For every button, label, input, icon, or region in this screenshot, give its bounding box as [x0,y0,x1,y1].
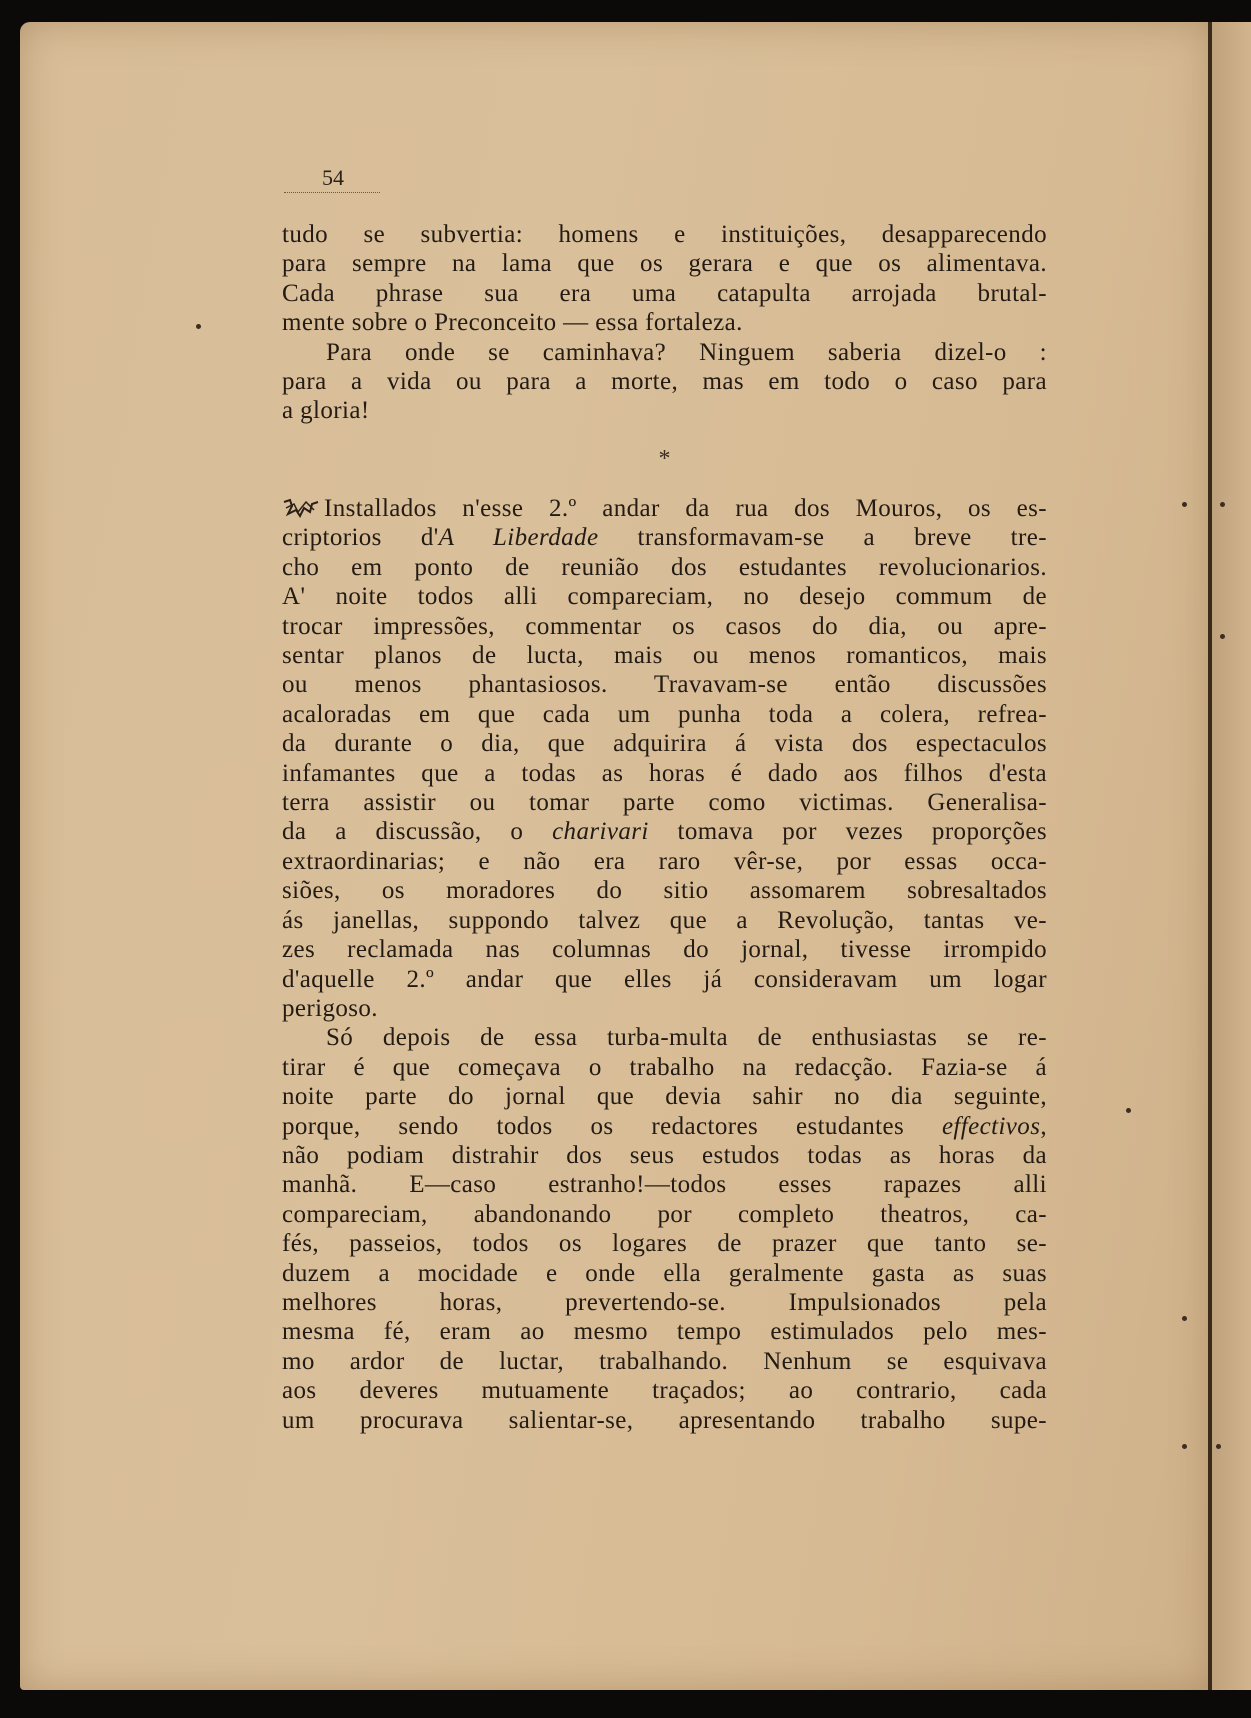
text-span: tomava por vezes proporções [648,818,1048,846]
text-line: da durante o dia, que adquirira á vista dos espectaculos [282,730,1047,758]
text-block-main [282,494,1047,1435]
text-line: infamantes que a todas as horas é dado aos filhos d'esta [282,759,1047,787]
text-line: d'aquelle 2.º andar que elles já consideravam um logar [282,965,1047,993]
margin-speck [196,324,201,329]
adjacent-page-edge [1212,22,1251,1690]
text-line: duzem a mocidade e onde ella geralmente gasta as suas [282,1259,1047,1287]
text-line: mente sobre o Preconceito — essa fortaleza. [282,309,743,337]
page-number: 54 [284,164,380,193]
text-line: tudo se subvertia: homens e instituições, desapparecendo [282,221,1047,248]
text-line: ou menos phantasiosos. Travavam-se então discussões [282,671,1047,699]
text-line: Cada phrase sua era uma catapulta arrojada brutal- [282,279,1047,307]
text-line: manhã. E—caso estranho!—todos esses rapazes alli [282,1171,1047,1199]
text-line: para sempre na lama que os gerara e que os alimentava. [282,250,1047,278]
text-line: perigoso. [282,994,378,1022]
text-line [282,1112,1047,1141]
margin-speck [1126,1108,1131,1113]
text-span: da a discussão, o [282,818,553,846]
text-line: cho em ponto de reunião dos estudantes revolucionarios. [282,553,1047,581]
text-line: Para onde se caminhava? Ninguem saberia dizel-o : [326,338,1047,366]
italic-term: effectivos [941,1112,1041,1140]
italic-term: charivari [552,818,649,846]
ornament-icon [282,498,320,518]
text-span: transformavam-se a breve tre- [598,524,1047,552]
text-span: criptorios d' [282,524,439,552]
margin-speck [1182,1444,1187,1449]
text-line: a gloria! [282,397,370,425]
text-line [282,523,1047,552]
text-span: Installados n'esse 2.º andar da rua dos Mouros, os es- [324,495,1047,522]
text-line: para a vida ou para a morte, mas em todo o caso para [282,368,1047,396]
margin-speck [1216,1444,1221,1449]
margin-speck [1220,634,1225,639]
text-span: porque, sendo todos os redactores estudantes [282,1112,942,1140]
text-line: fés, passeios, todos os logares de prazer que tanto se- [282,1230,1047,1258]
newspaper-title: A Liberdade [438,524,599,552]
text-line: noite parte do jornal que devia sahir no dia seguinte, [282,1083,1047,1111]
text-line: mo ardor de luctar, trabalhando. Nenhum se esquivava [282,1347,1047,1375]
text-line: trocar impressões, commentar os casos do dia, ou apre- [282,612,1047,640]
text-line: não podiam distrahir dos seus estudos todas as horas da [282,1141,1047,1169]
text-line: sentar planos de lucta, mais ou menos romanticos, mais [282,642,1047,670]
text-line: um procurava salientar-se, apresentando trabalho supe- [282,1406,1047,1434]
margin-speck [1182,1316,1187,1321]
text-line: terra assistir ou tomar parte como victimas. Generalisa- [282,789,1047,817]
text-line: ás janellas, suppondo talvez que a Revolução, tantas ve- [282,906,1047,934]
text-line: siões, os moradores do sitio assomarem sobresaltados [282,877,1047,905]
text-line: aos deveres mutuamente traçados; ao contrario, cada [282,1377,1047,1405]
text-span: , [1040,1112,1047,1140]
text-line: acaloradas em que cada um punha toda a colera, refrea- [282,700,1047,728]
text-line: tirar é que começava o trabalho na redacção. Fazia-se á [282,1053,1047,1081]
margin-speck [1182,502,1187,507]
text-block-top [282,220,1047,426]
text-line: mesma fé, eram ao mesmo tempo estimulados pelo mes- [282,1318,1047,1346]
margin-speck [1220,502,1225,507]
text-line: extraordinarias; e não era raro vêr-se, por essas occa- [282,847,1047,875]
text-line: A' noite todos alli compareciam, no desejo commum de [282,583,1047,611]
text-line: melhores horas, prevertendo-se. Impulsionados pela [282,1288,1047,1316]
text-line: Só depois de essa turba-multa de enthusiastas se re- [326,1024,1047,1052]
section-separator-asterisk: * [658,446,671,472]
text-line: zes reclamada nas columnas do jornal, tivesse irrompido [282,936,1047,964]
text-line [282,817,1047,846]
text-line: compareciam, abandonando por completo theatros, ca- [282,1200,1047,1228]
text-line [282,494,1047,523]
